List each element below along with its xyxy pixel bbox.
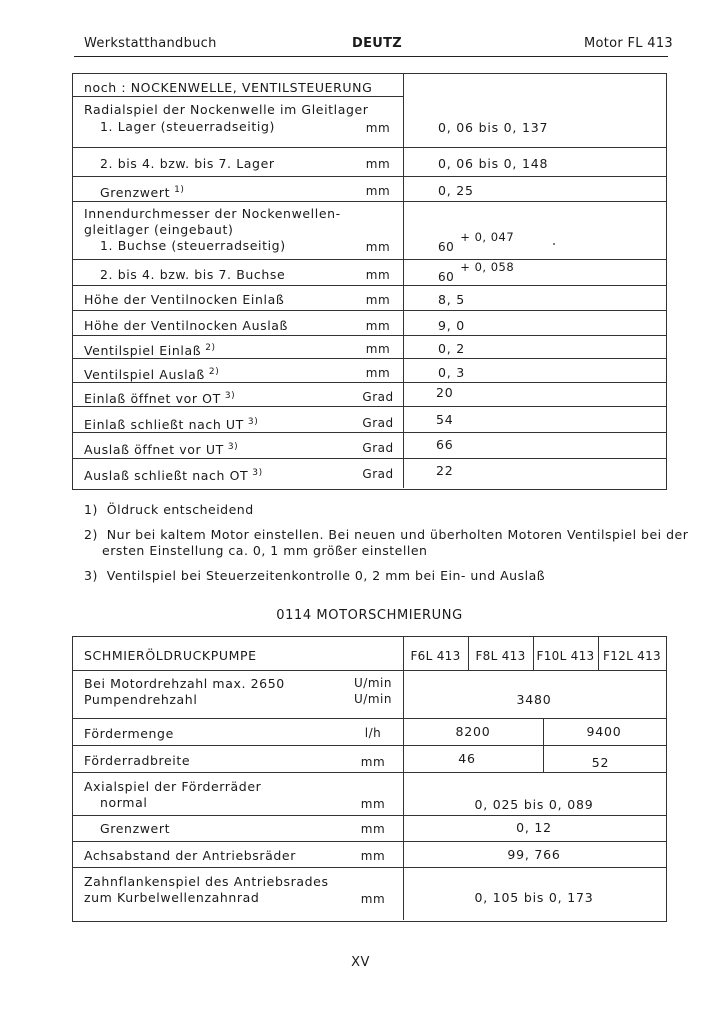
row-label: Ventilspiel Einlaß $^{2)}$ [84,343,216,358]
row-label: Axialspiel der Förderräder [84,779,262,794]
row-value: 0, 06 bis 0, 148 [438,156,549,171]
row-unit: mm [360,892,386,906]
row-label: 1. Buchse (steuerradseitig) [100,238,286,253]
model-header: F6L 413 [410,649,461,663]
footnote-2-cont: ersten Einstellung ca. 0, 1 mm größer einstellen [102,543,428,558]
row-unit: mm [365,157,391,171]
row-separator [72,670,667,671]
row-value: 22 [436,463,454,478]
row-unit: l/h [364,726,382,740]
row-value: 9, 0 [438,318,466,333]
row-value: 0, 12 [516,820,552,835]
row-unit: mm [360,797,386,811]
row-value: 8200 [455,724,491,739]
row-unit: mm [360,755,386,769]
row-separator [72,335,667,336]
page-number: XV [351,955,370,970]
row-value: 0, 105 bis 0, 173 [474,890,594,905]
row-value: 9400 [586,724,622,739]
row-unit: mm [365,342,391,356]
row-label: Radialspiel der Nockenwelle im Gleitlager [84,102,369,117]
row-unit: mm [365,268,391,282]
row-unit: mm [365,240,391,254]
row-unit: mm [365,293,391,307]
row-separator [72,432,667,433]
model-header: F8L 413 [475,649,526,663]
row-label: Auslaß schließt nach OT $^{3)}$ [84,468,263,483]
row-separator [72,358,667,359]
row-label: 2. bis 4. bzw. bis 7. Buchse [100,267,286,282]
row-value: 3480 [516,692,552,707]
header-rule [74,56,668,57]
row-separator [72,841,667,842]
row-value: 0, 06 bis 0, 137 [438,120,549,135]
row-value: 8, 5 [438,292,466,307]
model-header: F10L 413 [536,649,595,663]
title-underline [72,96,403,97]
row-separator [72,382,667,383]
row-unit: mm [365,319,391,333]
row-value: 0, 025 bis 0, 089 [474,797,594,812]
row-label: zum Kurbelwellenzahnrad [84,890,260,905]
row-separator [72,285,667,286]
header-left: Werkstatthandbuch [84,36,217,51]
row-label: Höhe der Ventilnocken Einlaß [84,292,285,307]
footnote-3: 3) Ventilspiel bei Steuerzeitenkontrolle 0, 2 mm bei Ein- und Auslaß [84,568,546,583]
footnote-2: 2) Nur bei kaltem Motor einstellen. Bei neuen und überholten Motoren Ventilspiel bei der [84,527,689,542]
row-separator [72,772,667,773]
row-label: Einlaß öffnet vor OT $^{3)}$ [84,391,236,406]
row-separator [72,176,667,177]
model-header: F12L 413 [603,649,661,663]
row-unit: Grad [362,390,394,404]
row-label: Grenzwert [100,821,171,836]
row-label: Ventilspiel Auslaß $^{2)}$ [84,367,220,382]
row-label: Innendurchmesser der Nockenwellen- [84,206,341,221]
row-label: normal [100,795,148,810]
row-unit: mm [365,366,391,380]
row-label: Bei Motordrehzahl max. 2650 [84,676,285,691]
row-separator [72,745,667,746]
row-separator [72,815,667,816]
pump-header-label: SCHMIERÖLDRUCKPUMPE [84,648,257,663]
row-label: Höhe der Ventilnocken Auslaß [84,318,289,333]
section-title-lubrication: 0114 MOTORSCHMIERUNG [276,608,463,623]
row-unit: U/min [354,692,392,706]
row-unit: mm [360,822,386,836]
row-label: Pumpendrehzahl [84,692,198,707]
row-unit: mm [365,184,391,198]
row-value: 66 [436,437,454,452]
row-separator [72,201,667,202]
row-label: Grenzwert $^{1)}$ [100,185,185,200]
row-separator [72,147,667,148]
table-camshaft-divider [403,73,404,488]
row-value: 99, 766 [507,847,561,862]
row-separator [72,406,667,407]
row-label: Fördermenge [84,726,174,741]
row-label: 1. Lager (steuerradseitig) [100,119,275,134]
row-label: 2. bis 4. bzw. bis 7. Lager [100,156,275,171]
row-separator [72,310,667,311]
row-value: 0, 2 [438,341,466,356]
row-separator [72,867,667,868]
row-label: Einlaß schließt nach UT $^{3)}$ [84,417,259,432]
row-value: 0, 3 [438,365,466,380]
row-label: Achsabstand der Antriebsräder [84,848,296,863]
row-unit: U/min [354,676,392,690]
row-value: 46 [458,751,476,766]
row-separator [72,718,667,719]
row-unit: Grad [362,467,394,481]
row-value: 0, 25 [438,183,474,198]
row-label: gleitlager (eingebaut) [84,222,234,237]
row-separator [72,458,667,459]
table-oil-pump-divider [403,636,404,920]
row-label: Förderradbreite [84,753,191,768]
row-unit: Grad [362,416,394,430]
row-value: 52 [591,755,610,770]
row-value-tolerance: 60+ 0, 047 [438,230,515,254]
row-label: Zahnflankenspiel des Antriebsrades [84,874,329,889]
row-value: 20 [436,385,454,400]
header-right: Motor FL 413 [584,36,673,51]
row-separator [72,259,667,260]
speck [553,243,555,245]
row-unit: Grad [362,441,394,455]
header-center: DEUTZ [352,36,403,51]
section-title-camshaft: noch : NOCKENWELLE, VENTILSTEUERUNG [84,80,373,95]
row-value-tolerance: 60+ 0, 058 [438,260,515,284]
row-label: Auslaß öffnet vor UT $^{3)}$ [84,442,239,457]
row-unit: mm [360,849,386,863]
row-unit: mm [365,121,391,135]
row-value: 54 [436,412,454,427]
footnote-1: 1) Öldruck entscheidend [84,502,254,517]
